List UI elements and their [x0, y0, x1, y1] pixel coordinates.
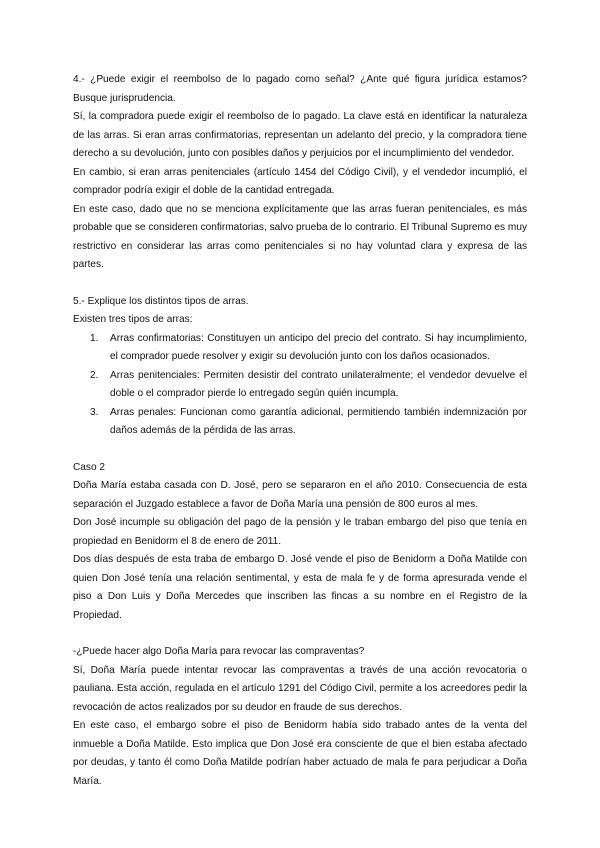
- list-item: [90, 367, 527, 404]
- arras-types-list: [73, 330, 527, 441]
- list-item: [90, 330, 527, 367]
- pregunta-question: -¿Puede hacer algo Doña María para revocar las compraventas?: [73, 646, 365, 657]
- list-item-number: 3.: [90, 406, 99, 418]
- pregunta-answer-paragraph-2: En este caso, el embargo sobre el piso de Benidorm había sido trabado antes de la venta del inmueble a Doña Matilde. Esto implica que Don José era consciente de que el bien estaba afectado por deudas, y tanto él como Doña Matilde podrían haber actuado de mala fe para perjudicar a Doña María.: [73, 720, 527, 787]
- q4-question: 4.- ¿Puede exigir el reembolso de lo pagado como señal? ¿Ante qué figura jurídica estamos? Busque jurisprudencia.: [73, 74, 527, 104]
- spacer: [73, 625, 527, 643]
- caso2-paragraph-2: Don José incumple su obligación del pago de la pensión y le traban embargo del piso que tenía en propiedad en Benidorm el 8 de enero de 2011.: [73, 517, 527, 547]
- caso2-paragraph-3: Dos días después de esta traba de embargo D. José vende el piso de Benidorm a Doña Matilde con quien Don José tenía una relación sentimental, y esta de mala fe y de forma apresurada vende el piso a Don Luis y Doña Mercedes que inscriben las fincas a su nombre en el Registro de la Propiedad.: [73, 554, 527, 621]
- caso2-title: Caso 2: [73, 461, 105, 473]
- q5-question: 5.- Explique los distintos tipos de arras.: [73, 295, 249, 307]
- list-item-number: 2.: [90, 369, 99, 381]
- q4-answer-paragraph-2: En cambio, si eran arras penitenciales (artículo 1454 del Código Civil), y el vendedor incumplió, el comprador podría exigir el doble de la cantidad entregada.: [73, 166, 527, 196]
- q4-answer-paragraph-1: Sí, la compradora puede exigir el reembolso de lo pagado. La clave está en identificar la naturaleza de las arras. Si eran arras confirmatorias, representan un adelanto del precio, y la compradora tiene derecho a su devolución, junto con posibles daños y perjuicios por el incumplimiento del vendedor.: [73, 111, 527, 159]
- list-item-text: Arras confirmatorias: Constituyen un anticipo del precio del contrato. Si hay incumplimiento, el comprador puede resolver y exigir su devolución junto con los daños ocasionados.: [110, 332, 527, 362]
- list-item: [90, 404, 527, 441]
- list-item-number: 1.: [90, 332, 99, 344]
- spacer: [73, 441, 527, 459]
- spacer: [73, 275, 527, 293]
- list-item-text: Arras penales: Funcionan como garantía adicional, permitiendo también indemnización por daños además de la pérdida de las arras.: [110, 406, 527, 436]
- q5-intro: Existen tres tipos de arras:: [73, 314, 193, 325]
- q4-answer-paragraph-3: En este caso, dado que no se menciona explícitamente que las arras fueran penitenciales, es más probable que se consideren confirmatorias, salvo prueba de lo contrario. El Tribunal Supremo es muy restrictivo en considerar las arras como penitenciales si no hay voluntad clara y expresa de las partes.: [73, 203, 527, 270]
- list-item-text: Arras penitenciales: Permiten desistir del contrato unilateralmente; el vendedor devuelve el doble o el comprador pierde lo entregado según quién incumpla.: [110, 369, 527, 399]
- caso2-paragraph-1: Doña María estaba casada con D. José, pero se separaron en el año 2010. Consecuencia de esta separación el Juzgado establece a favor de Doña María una pensión de 800 euros al mes.: [73, 480, 527, 510]
- pregunta-answer-paragraph-1: Sí, Doña María puede intentar revocar las compraventas a través de una acción revocatoria o pauliana. Esta acción, regulada en el artículo 1291 del Código Civil, permite a los acreedores pedir la revocación de actos realizados por su deudor en fraude de sus derechos.: [73, 664, 527, 713]
